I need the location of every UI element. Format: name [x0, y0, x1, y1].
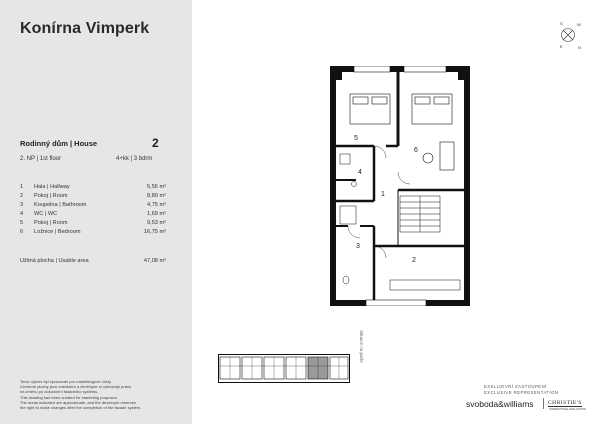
- room-area: 8,80 m²: [147, 193, 166, 199]
- disclaimer-line: The areas indicated are approximate, and the developer reserves: [20, 399, 136, 405]
- wall-block: [458, 66, 470, 80]
- disclaimer-line: the right to make changes after the completion of the facade system.: [20, 405, 142, 411]
- info-sidebar: [0, 0, 192, 424]
- shower-icon: [340, 206, 356, 224]
- toilet-icon: [343, 276, 349, 284]
- room-area: 1,69 m²: [147, 211, 166, 217]
- usable-area-label: Užitná plocha | Usable area: [20, 258, 89, 264]
- room-label-2: 2: [412, 257, 416, 264]
- door-swing: [398, 172, 410, 184]
- room-row: [20, 202, 166, 211]
- sofa-icon: [440, 142, 454, 170]
- window: [354, 66, 390, 72]
- room-area: 16,75 m²: [143, 229, 166, 235]
- door-swing: [374, 146, 386, 158]
- site-minimap: [218, 354, 350, 384]
- room-label-1: 1: [381, 191, 385, 198]
- room-row: [20, 211, 166, 220]
- room-area: 4,75 m²: [147, 202, 166, 208]
- room-row: [20, 229, 166, 238]
- room-label-3: 3: [356, 243, 360, 250]
- compass-s: S: [560, 21, 563, 26]
- room-number: 4: [20, 211, 24, 217]
- sink-icon: [340, 154, 350, 164]
- room-row: [20, 184, 166, 193]
- room-number: 6: [20, 229, 24, 235]
- room-name: Ložnice | Bedroom: [34, 229, 81, 235]
- room-number: 5: [20, 220, 24, 226]
- room-area: 9,53 m²: [147, 220, 166, 226]
- unit-number: 2: [152, 136, 159, 150]
- room-label-5: 5: [354, 135, 358, 142]
- room-name: WC | WC: [34, 211, 58, 217]
- compass-e: E: [560, 44, 563, 49]
- window: [366, 300, 426, 306]
- room-row: [20, 220, 166, 229]
- compass-n: N: [578, 45, 581, 50]
- usable-area-value: 47,08 m²: [143, 258, 166, 264]
- door-swing: [374, 246, 386, 258]
- door-swing: [348, 226, 360, 238]
- wall-block: [330, 66, 342, 80]
- reserve-note: Situace na patře: [359, 330, 364, 363]
- room-area: 5,56 m²: [147, 184, 166, 190]
- floor-plan: [330, 66, 470, 306]
- room-name: Pokoj | Room: [34, 193, 68, 199]
- room-row: [20, 193, 166, 202]
- disclaimer-line: Tento výkres byl zpracován pro marketingové účely.: [20, 379, 112, 384]
- room-number: 2: [20, 193, 24, 199]
- disclaimer: [20, 379, 190, 410]
- disclaimer-line: This drawing has been created for marketing purposes.: [20, 394, 118, 400]
- exclusive-cz: EXKLUZIVNÍ ZASTOUPENÍ: [484, 384, 547, 389]
- disclaimer-line: na změnu po dokončení fasádního systému.: [20, 389, 99, 395]
- layout-label: 4+kk | 3 bdrm: [116, 156, 153, 162]
- exclusive-en: EXCLUSIVE REPRESENTATION: [484, 390, 559, 395]
- room-name: Pokoj | Room: [34, 220, 68, 226]
- room-name: Koupelna | Bathroom: [34, 202, 87, 208]
- room-name: Hala | Hallway: [34, 184, 70, 190]
- compass-w: W: [577, 22, 581, 27]
- room-list: [20, 184, 166, 238]
- disclaimer-line: Uvedené plochy jsou orientační a developer si vyhrazuje právo: [20, 384, 132, 390]
- toilet-icon: [352, 182, 357, 187]
- partner-sub: INTERNATIONAL REAL ESTATE: [549, 408, 586, 411]
- staircase: [400, 196, 440, 232]
- compass-icon: [551, 20, 585, 54]
- room-number: 1: [20, 184, 24, 190]
- room-label-6: 6: [414, 147, 418, 154]
- floor-label: 2. NP | 1st floor: [20, 156, 62, 162]
- partner-logo: CHRISTIE'S: [548, 400, 582, 406]
- table-icon: [423, 153, 433, 163]
- project-title: Konírna Vimperk: [20, 20, 150, 37]
- divider: [543, 398, 544, 409]
- room-number: 3: [20, 202, 24, 208]
- room-label-4: 4: [358, 169, 362, 176]
- usable-area-row: [20, 258, 166, 267]
- desk-icon: [390, 280, 460, 290]
- window: [404, 66, 446, 72]
- unit-type-label: Rodinný dům | House: [20, 139, 98, 148]
- brand-logo: svoboda&williams: [466, 399, 534, 409]
